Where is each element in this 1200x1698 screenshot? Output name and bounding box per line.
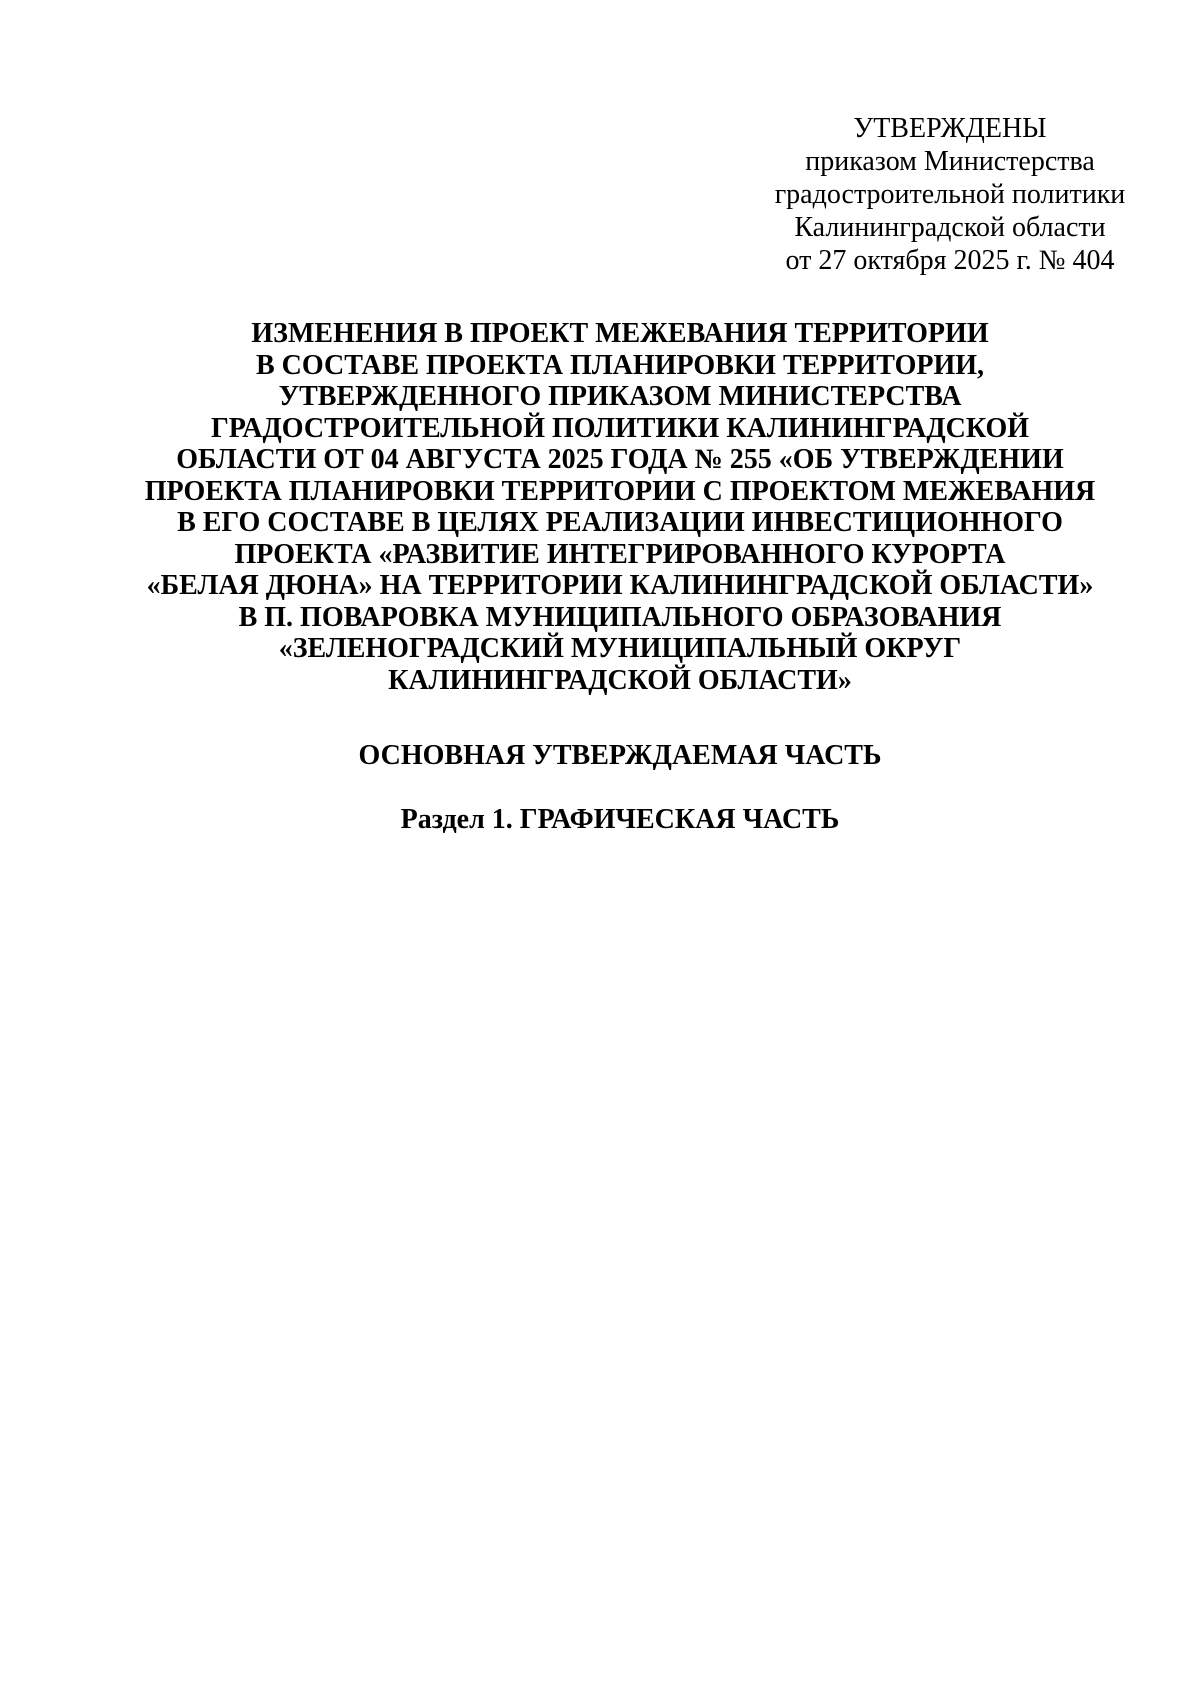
title-line: В СОСТАВЕ ПРОЕКТА ПЛАНИРОВКИ ТЕРРИТОРИИ, xyxy=(255,349,985,381)
title-line: ПРОЕКТА ПЛАНИРОВКИ ТЕРРИТОРИИ С ПРОЕКТОМ МЕЖЕВАНИЯ xyxy=(144,475,1096,507)
approval-line: приказом Министерства xyxy=(805,146,1095,177)
approval-stamp xyxy=(740,112,1160,277)
document-title xyxy=(120,318,1120,696)
title-line: УТВЕРЖДЕННОГО ПРИКАЗОМ МИНИСТЕРСТВА xyxy=(278,381,962,412)
title-line: ПРОЕКТА «РАЗВИТИЕ ИНТЕГРИРОВАННОГО КУРОРТА xyxy=(234,538,1006,570)
title-line: КАЛИНИНГРАДСКОЙ ОБЛАСТИ» xyxy=(388,664,852,696)
title-line: «ЗЕЛЕНОГРАДСКИЙ МУНИЦИПАЛЬНЫЙ ОКРУГ xyxy=(278,633,962,664)
approval-line: от 27 октября 2025 г. № 404 xyxy=(785,245,1115,276)
title-line: ИЗМЕНЕНИЯ В ПРОЕКТ МЕЖЕВАНИЯ ТЕРРИТОРИИ xyxy=(251,318,989,349)
title-line: «БЕЛАЯ ДЮНА» НА ТЕРРИТОРИИ КАЛИНИНГРАДСКОЙ ОБЛАСТИ» xyxy=(146,570,1094,601)
approval-line: Калининградской области xyxy=(794,212,1106,243)
part-heading: ОСНОВНАЯ УТВЕРЖДАЕМАЯ ЧАСТЬ xyxy=(358,740,882,771)
title-line: В П. ПОВАРОВКА МУНИЦИПАЛЬНОГО ОБРАЗОВАНИЯ xyxy=(238,601,1002,633)
approval-line: градостроительной политики xyxy=(774,179,1126,210)
section-heading: Раздел 1. ГРАФИЧЕСКАЯ ЧАСТЬ xyxy=(400,804,840,835)
approval-line: УТВЕРЖДЕНЫ xyxy=(853,113,1047,144)
title-line: В ЕГО СОСТАВЕ В ЦЕЛЯХ РЕАЛИЗАЦИИ ИНВЕСТИЦИОННОГО xyxy=(177,507,1063,538)
title-line: ОБЛАСТИ ОТ 04 АВГУСТА 2025 ГОДА № 255 «ОБ УТВЕРЖДЕНИИ xyxy=(176,444,1064,475)
title-line: ГРАДОСТРОИТЕЛЬНОЙ ПОЛИТИКИ КАЛИНИНГРАДСКОЙ xyxy=(210,412,1030,444)
